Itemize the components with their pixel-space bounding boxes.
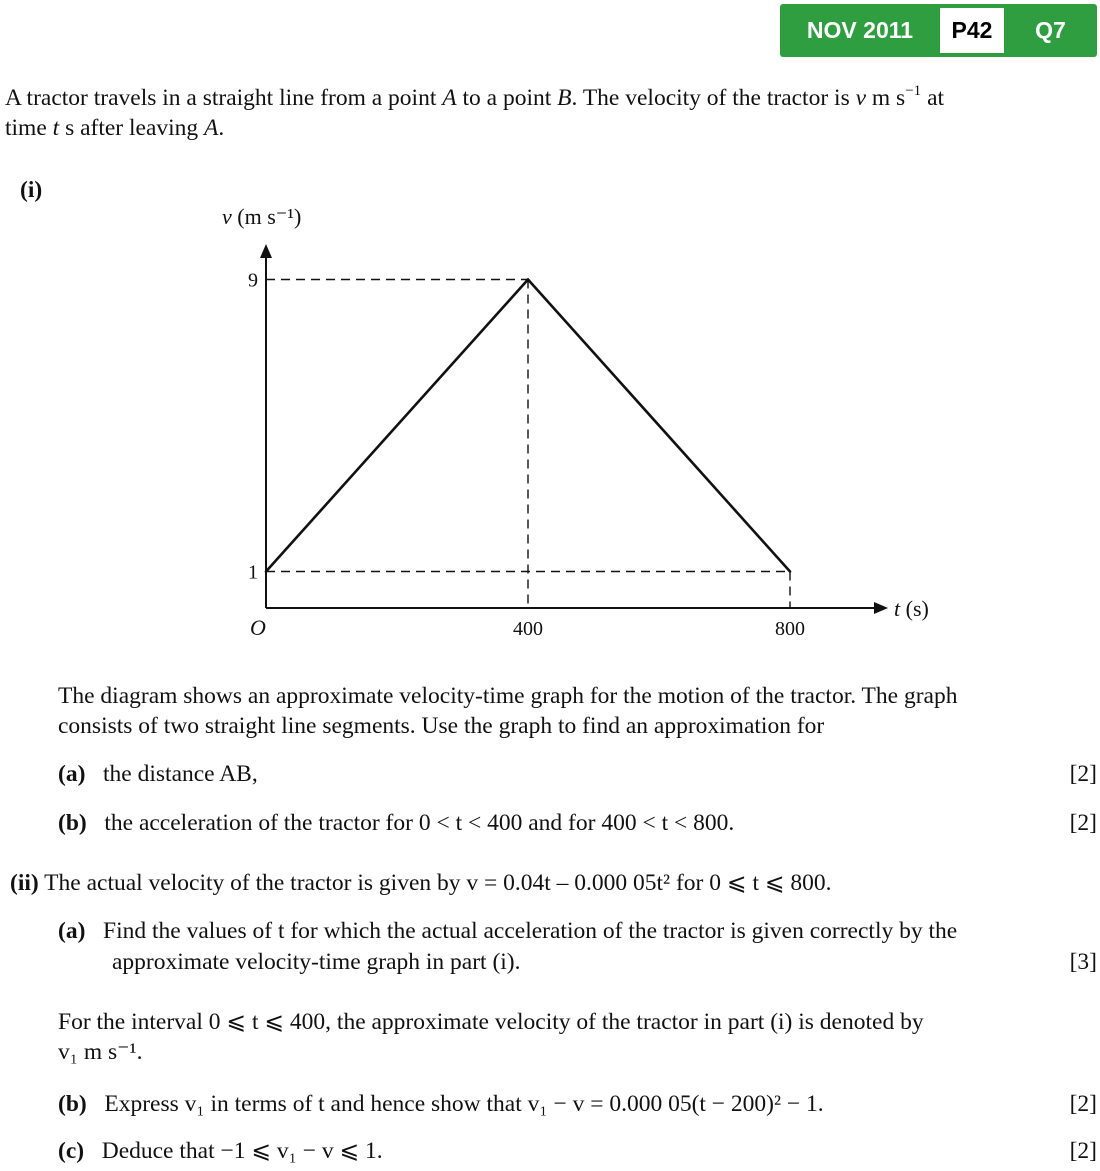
x-axis-label: t (s): [894, 596, 929, 621]
part-ii-b: (b) Express v₁ in terms of t and hence show that v₁ − v = 0.000 05(t − 200)² − 1.: [58, 1091, 824, 1117]
x-tick-label-800: 800: [775, 618, 805, 640]
velocity-segment-2: [528, 280, 790, 572]
dashed-guides: [266, 280, 790, 609]
question-label: Q7: [1035, 17, 1066, 43]
part-ii-interval-2: v₁ m s⁻¹.: [58, 1039, 143, 1065]
part-i-description-1: The diagram shows an approximate velocity-time graph for the motion of the tractor. The graph: [58, 683, 958, 709]
velocity-segment-1: [266, 280, 528, 572]
origin-label: O: [250, 615, 266, 640]
part-ii-b-marks: [2]: [1069, 1091, 1097, 1117]
part-ii-interval-1: For the interval 0 ⩽ t ⩽ 400, the approximate velocity of the tractor in part (i) is denoted by: [58, 1009, 924, 1035]
session-label: NOV 2011: [806, 17, 914, 43]
part-i-label: (i): [20, 177, 43, 203]
x-tick-label-400: 400: [513, 618, 543, 640]
part-ii-a-marks: [3]: [1069, 949, 1097, 975]
tick-labels: [248, 270, 805, 641]
x-axis-arrow: [874, 602, 888, 614]
axes: [260, 244, 888, 614]
part-ii-c: (c) Deduce that −1 ⩽ v₁ − v ⩽ 1.: [58, 1138, 383, 1164]
intro-line-2: time t s after leaving A.: [5, 115, 225, 141]
part-i-a-marks: [2]: [1069, 761, 1097, 787]
part-i-description-2: consists of two straight line segments. Use the graph to find an approximation for: [58, 713, 825, 739]
y-axis-label: v (m s⁻¹): [222, 204, 302, 229]
intro-line-1: A tractor travels in a straight line from a point A to a point B. The velocity of the tractor is v m $s^{-1}$ at: [5, 83, 945, 111]
part-ii-c-marks: [2]: [1069, 1138, 1097, 1164]
y-axis-arrow: [260, 244, 272, 258]
paper-label: P42: [940, 8, 1004, 53]
part-i-b-marks: [2]: [1069, 810, 1097, 836]
y-tick-label-9: 9: [248, 269, 258, 292]
part-ii-a-1: (a) Find the values of t for which the actual acceleration of the tractor is given correctly by the: [58, 918, 958, 944]
exam-reference-badge: [780, 4, 1097, 57]
velocity-time-graph: [0, 190, 980, 650]
part-i-b: (b) the acceleration of the tractor for 0 < t < 400 and for 400 < t < 800.: [58, 810, 735, 836]
part-ii-stem: (ii) The actual velocity of the tractor is given by v = 0.04t – 0.000 05t² for 0 ⩽ t ⩽ 800.: [10, 870, 832, 896]
part-ii-a-2: approximate velocity-time graph in part (i).: [112, 949, 521, 975]
y-tick-label-1: 1: [248, 561, 258, 584]
part-i-a: (a) the distance AB,: [58, 761, 258, 787]
